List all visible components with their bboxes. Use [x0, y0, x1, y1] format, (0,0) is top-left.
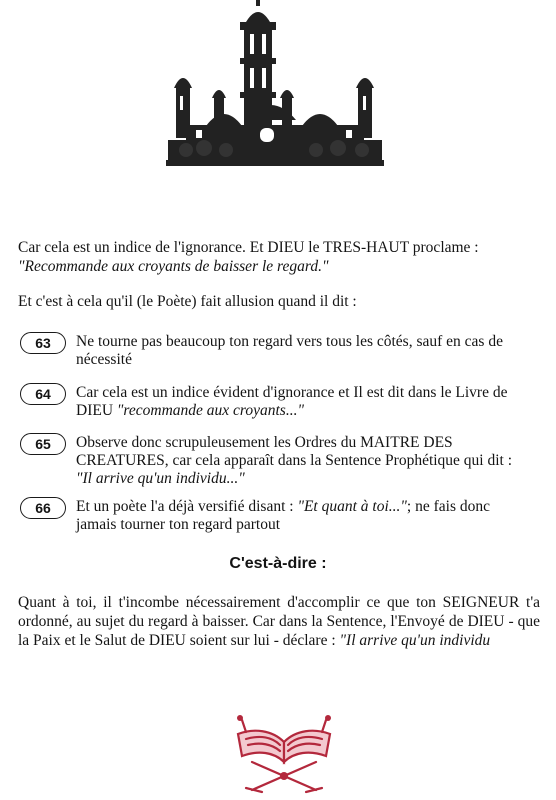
mosque-illustration-icon — [166, 0, 384, 170]
intro-line: Car cela est un indice de l'ignorance. Et DIEU le TRES-HAUT proclame : — [18, 239, 479, 256]
verse-text — [76, 434, 528, 488]
verse-text-body: Car cela est un indice évident d'ignorance et Il est dit dans le Livre de DIEU — [76, 384, 508, 419]
closing-quote: "Il arrive qu'un individu — [339, 632, 491, 649]
verse-number-badge: 64 — [20, 383, 66, 405]
verse-text — [76, 498, 528, 534]
verse-number-badge: 66 — [20, 497, 66, 519]
open-quran-on-stand-icon — [232, 712, 336, 794]
verse-quote: "recommande aux croyants..." — [116, 402, 304, 419]
verse-number-badge: 63 — [20, 332, 66, 354]
intro-quote: "Recommande aux croyants de baisser le regard." — [18, 258, 329, 275]
verse-text-tail: ; ne fais donc jamais tourner ton regard partout — [76, 498, 490, 533]
verse-text-body: Ne tourne pas beaucoup ton regard vers tous les côtés, sauf en cas de nécessité — [76, 333, 503, 368]
verse-text — [76, 384, 528, 420]
intro-allusion: Et c'est à cela qu'il (le Poète) fait allusion quand il dit : — [18, 293, 357, 310]
verse-text-body: Et un poète l'a déjà versifié disant : — [76, 498, 294, 515]
verse-quote: "Il arrive qu'un individu..." — [76, 470, 245, 487]
closing-text: Quant à toi, il t'incombe nécessairement d'accomplir ce que ton SEIGNEUR t'a ordonné, au sujet du regard à baisser. Car dans la Sentence, l'Envoyé de DIEU - que la Paix et le Salut de DIEU soient sur lui - déclare : — [18, 594, 540, 649]
section-heading: C'est-à-dire : — [229, 555, 327, 572]
verse-text — [76, 333, 528, 369]
verse-number-badge: 65 — [20, 433, 66, 455]
verse-quote: "Et quant à toi..." — [297, 498, 407, 515]
verse-text-body: Observe donc scrupuleusement les Ordres du MAITRE DES CREATURES, car cela apparaît dans la Sentence Prophétique qui dit : — [76, 434, 513, 469]
closing-paragraph — [18, 593, 540, 650]
